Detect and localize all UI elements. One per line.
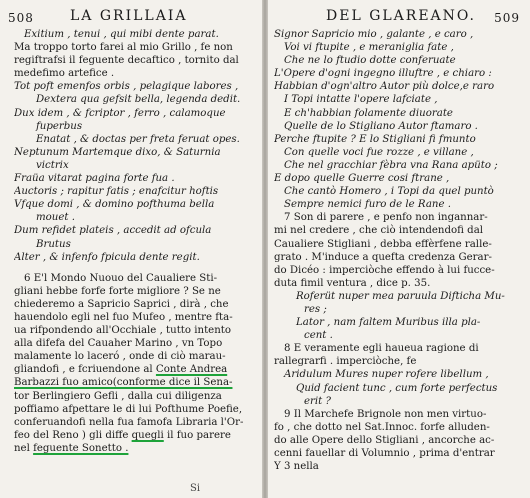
left-page <box>0 0 262 498</box>
text-line: 7 Son di parere , e penfo non ingannar- <box>284 212 488 224</box>
text-line: Voi vi ftupite , e meraniglia fate , <box>284 42 454 54</box>
text-line: Signor Sapricio mio , galante , e caro , <box>274 29 474 40</box>
highlighted-phrase: Conte Andrea <box>155 364 228 376</box>
right-page-number: 509 <box>494 11 520 25</box>
left-running-head <box>0 8 262 26</box>
text-line: Neptunum Martemque dixo, & Saturnia <box>14 146 221 158</box>
text-line: medefimo artefice . <box>14 68 115 80</box>
left-page-text <box>14 28 258 494</box>
text-line: Exitium , tenui , qui mibi dente parat. <box>24 29 219 40</box>
text-line: cenni fauellar di Volumnio , prima d'entrar <box>274 448 495 459</box>
left-page-number: 508 <box>8 11 34 25</box>
text-line: regiftrafsi il feguente decaftico , tornito dal <box>14 55 239 67</box>
text-line: conferuandofi nella fua famofa Libraria l'Or- <box>14 416 244 428</box>
text-line: mi nel credere , che ciò intendendofi dal <box>274 225 484 237</box>
text-line: Che nel gracchiar fèbra vna Rana apüto ; <box>284 159 498 171</box>
text-line: Dextera qua gefsit bella, legenda dedit. <box>36 94 241 106</box>
text-line: Che cantò Homero , i Topi da quel puntò <box>284 186 494 198</box>
text-line: 9 Il Marchefe Brignole non men virtuo- <box>284 408 487 420</box>
text-line: alla difefa del Cauaher Marino , vn Topo <box>14 338 223 350</box>
text-line: Quelle de lo Stigliano Autor ftamaro . <box>284 120 478 132</box>
right-running-title: DEL GLAREANO. <box>326 8 477 24</box>
text-line: nel feguente Sonetto . <box>14 442 129 454</box>
text-line: Che ne lo ftudio dotte conferuate <box>284 55 456 67</box>
text-line: Caualiere Stigliani , debba effèrfene ralle- <box>274 238 492 250</box>
text-line: Dux idem , & fcriptor , ferro , calamoque <box>14 107 226 119</box>
text-line: Auctoris ; rapitur fatis ; enafcitur hoftis <box>14 186 219 198</box>
text-line: do alle Opere dello Stigliani , ancorche ac- <box>274 434 495 446</box>
text-line: Dum refidet plateis , accedit ad ofcula <box>14 225 212 237</box>
text-line: chiederemo a Sapricio Saprici , dirà , che <box>14 298 229 310</box>
text-line: Aridulum Mures nuper rofere libellum , <box>284 369 489 381</box>
text-line: grato . M'induce a quefta credenza Gerar- <box>274 251 492 263</box>
text-line: erit ? <box>304 395 331 407</box>
text-line: poffiamo afpettare le di lui Pofthume Poefie, <box>14 403 243 415</box>
text-line: rallegrarfi . imperciòche, fe <box>274 356 417 368</box>
highlighted-phrase: feguente Sonetto . <box>33 442 129 454</box>
text-line: E ch'habbian folamente diuorate <box>284 107 453 119</box>
text-line: Lator , nam faltem Muribus illa pla- <box>296 317 481 329</box>
text-line: do Dicéo : imperciòche effendo à lui fucce- <box>274 264 495 276</box>
highlighted-phrase: Barbazzi fuo amico(conforme dice il Sena- <box>14 377 233 389</box>
text-line: fo , che dotto nel Sat.Innoc. forfe alluden- <box>274 421 490 433</box>
text-line: res ; <box>304 303 327 315</box>
text-line: Habbian d'ogn'altro Autor più dolce,e raro <box>274 81 495 93</box>
text-line: Quid facient tunc , cum forte perfectus <box>296 382 498 394</box>
text-line: Perche ftupite ? E lo Stigliani fi fmunto <box>274 133 476 145</box>
text-line: mouet . <box>36 212 75 224</box>
text-line: Con quelle voci fue rozze , e villane , <box>284 146 474 158</box>
highlighted-phrase: quegli <box>131 429 164 441</box>
right-page <box>268 0 530 498</box>
text-line: Enatat , & doctas per freta feruat opes. <box>36 133 240 145</box>
text-line: Alter , & infenfo fpicula dente regit. <box>14 251 200 263</box>
text-line: L'Opere d'ogni ingegno illuftre , e chiaro : <box>274 68 492 80</box>
text-line: gliandofi , e fcriuendone al Conte Andrea <box>14 364 228 376</box>
text-line: cent . <box>304 330 333 342</box>
text-line: 6 E'l Mondo Nuouo del Caualiere Sti- <box>24 272 218 284</box>
left-running-title: LA GRILLAIA <box>70 8 188 24</box>
text-line: Y 3 nella <box>274 461 319 473</box>
text-line: tor Berlingiero Gefli , dalla cui diligenza <box>14 390 222 402</box>
text-line: gliani hebbe forfe forte migliore ? Se ne <box>14 285 221 297</box>
text-line: Brutus <box>36 238 71 250</box>
text-line: malamente lo laceró , onde di ciò marau- <box>14 351 226 363</box>
text-line <box>14 376 258 389</box>
text-line: hauendolo egli nel fuo Mufeo , mentre fta- <box>14 311 233 323</box>
text-line: Sempre nemici furo de le Rane . <box>284 199 451 211</box>
text-line: ua rifpondendo all'Occhiale , tutto intento <box>14 325 231 337</box>
text-line: Tot poft emenfos orbis , pelagique labores , <box>14 81 239 93</box>
right-page-text <box>274 28 524 494</box>
text-line: victrix <box>36 159 69 171</box>
right-running-head <box>268 8 530 26</box>
text-line: Roferüt nuper mea paruula Difticha Mu- <box>296 290 505 302</box>
text-line: 8 E veramente egli haueua ragione di <box>284 343 479 355</box>
text-line: fuperbus <box>36 120 83 132</box>
text-line: duta fimil ventura , dice p. 35. <box>274 277 431 289</box>
text-line: Vfque domi , & domino pofthuma bella <box>14 199 215 211</box>
text-line: E dopo quelle Guerre cosi ftrane , <box>274 173 450 185</box>
text-line: Ma troppo torto farei al mio Grillo , fe non <box>14 42 233 54</box>
text-line: feo del Reno ) gli diffe quegli il fuo parere <box>14 429 231 441</box>
left-page-footer: Si <box>190 483 201 494</box>
text-line: Fraüa vitarat pagina forte fua . <box>14 173 175 185</box>
paragraph-gap <box>14 264 258 272</box>
text-line: I Topi intatte l'opere lafciate , <box>284 94 438 106</box>
